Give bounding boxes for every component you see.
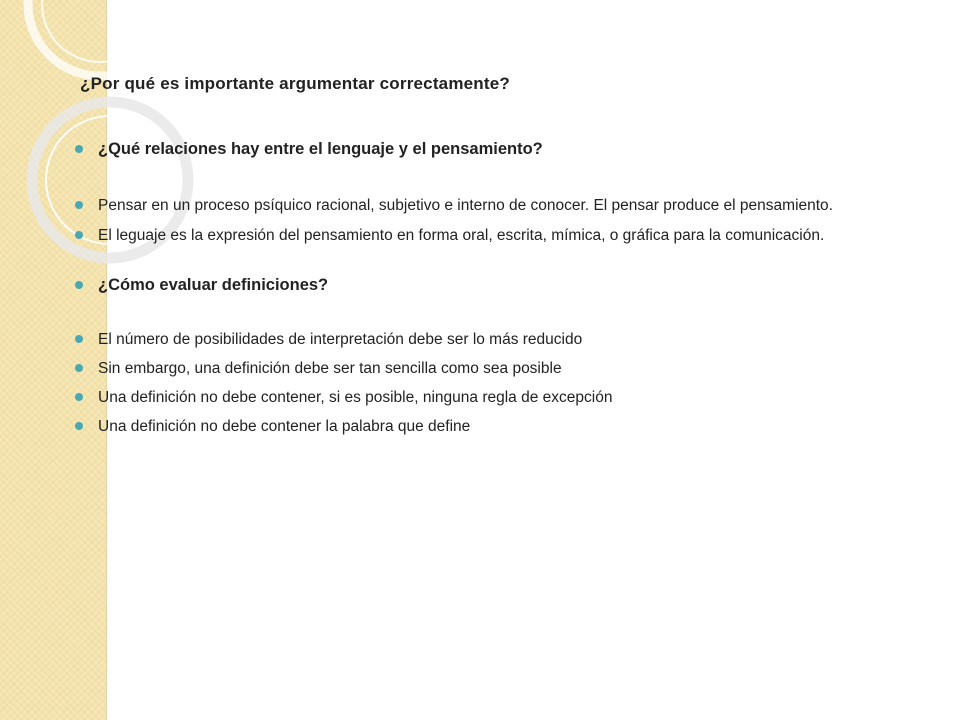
- list-item-text: Una definición no debe contener, si es posible, ninguna regla de excepción: [98, 389, 613, 406]
- list-item: [74, 196, 874, 215]
- bullet-list: [74, 140, 874, 436]
- list-item-text: Pensar en un proceso psíquico racional, subjetivo e interno de conocer. El pensar produce el pensamiento.: [98, 197, 833, 214]
- list-item-text: ¿Cómo evaluar definiciones?: [98, 276, 329, 294]
- list-item: [74, 388, 874, 407]
- list-item-text: Una definición no debe contener la palabra que define: [98, 418, 471, 435]
- list-item-text: El leguaje es la expresión del pensamiento en forma oral, escrita, mímica, o gráfica para la comunicación.: [98, 227, 825, 244]
- list-item: [74, 417, 874, 436]
- list-item-text: Sin embargo, una definición debe ser tan sencilla como sea posible: [98, 360, 562, 377]
- bullet-icon: [74, 144, 84, 154]
- list-item: [74, 226, 874, 245]
- list-item-text: ¿Qué relaciones hay entre el lenguaje y el pensamiento?: [98, 140, 543, 158]
- bullet-icon: [74, 280, 84, 290]
- slide-title: ¿Por qué es importante argumentar correctamente?: [80, 74, 510, 93]
- bullet-icon: [74, 230, 84, 240]
- list-item: [74, 359, 874, 378]
- list-item: [74, 276, 874, 295]
- bullet-icon: [74, 392, 84, 402]
- bullet-icon: [74, 334, 84, 344]
- bullet-icon: [74, 363, 84, 373]
- list-item-text: El número de posibilidades de interpretación debe ser lo más reducido: [98, 331, 583, 348]
- list-item: [74, 330, 874, 349]
- bullet-icon: [74, 200, 84, 210]
- list-item: [74, 140, 874, 159]
- bullet-icon: [74, 421, 84, 431]
